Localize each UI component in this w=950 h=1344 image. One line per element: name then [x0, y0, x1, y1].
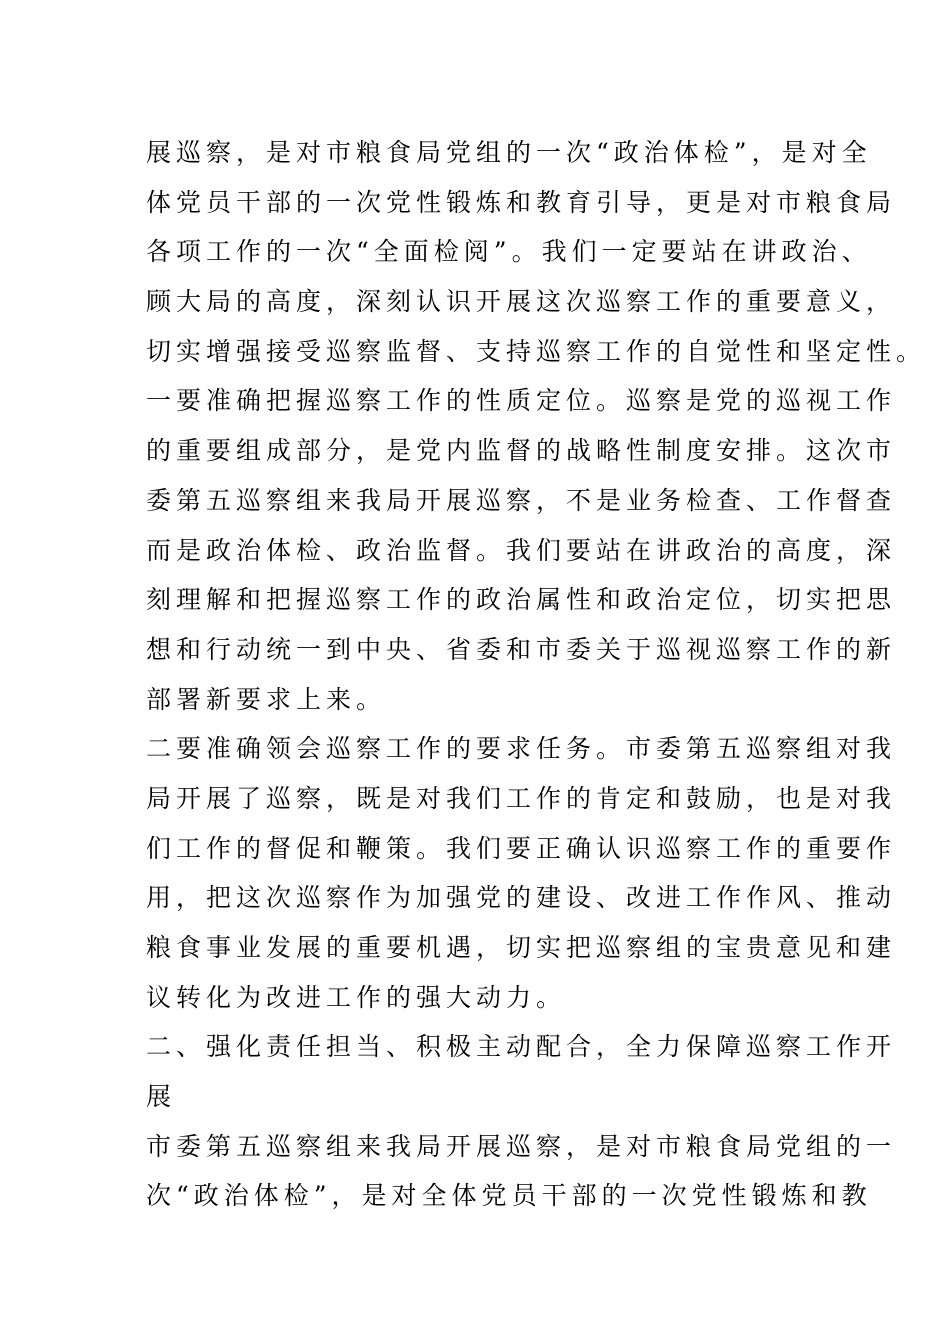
text-line: 次“政治体检”，是对全体党员干部的一次党性锻炼和教	[146, 1181, 872, 1211]
section-heading: 二、强化责任担当、积极主动配合，全力保障巡察工作开	[146, 1032, 897, 1062]
text-line: 局开展了巡察，既是对我们工作的肯定和鼓励，也是对我	[146, 783, 897, 813]
text-line: 市委第五巡察组来我局开展巡察，是对市粮食局党组的一	[146, 1131, 897, 1161]
text-line: 各项工作的一次“全面检阅”。我们一定要站在讲政治、	[146, 237, 872, 267]
text-line: 体党员干部的一次党性锻炼和教育引导，更是对市粮食局	[146, 187, 897, 217]
text-line: 想和行动统一到中央、省委和市委关于巡视巡察工作的新	[146, 634, 897, 664]
text-line: 用，把这次巡察作为加强党的建设、改进工作作风、推动	[146, 883, 897, 913]
text-line: 顾大局的高度，深刻认识开展这次巡察工作的重要意义，	[146, 287, 897, 317]
section-heading-continuation: 展	[146, 1082, 177, 1112]
text-line: 委第五巡察组来我局开展巡察，不是业务检查、工作督查	[146, 485, 897, 515]
paragraph-heading-1: 一要准确把握巡察工作的性质定位。巡察是党的巡视工作	[146, 386, 897, 416]
text-line: 粮食事业发展的重要机遇，切实把巡察组的宝贵意见和建	[146, 933, 897, 962]
text-line: 们工作的督促和鞭策。我们要正确认识巡察工作的重要作	[146, 833, 897, 863]
text-line: 刻理解和把握巡察工作的政治属性和政治定位，切实把思	[146, 585, 897, 615]
text-line: 切实增强接受巡察监督、支持巡察工作的自觉性和坚定性。	[146, 336, 927, 366]
text-line: 而是政治体检、政治监督。我们要站在讲政治的高度，深	[146, 535, 897, 565]
text-line: 部署新要求上来。	[146, 684, 387, 714]
document-body	[146, 128, 927, 1221]
text-line: 的重要组成部分，是党内监督的战略性制度安排。这次市	[146, 436, 897, 466]
text-line: 展巡察，是对市粮食局党组的一次“政治体检”，是对全	[146, 138, 872, 167]
paragraph-heading-2: 二要准确领会巡察工作的要求任务。市委第五巡察组对我	[146, 734, 897, 764]
text-line: 议转化为改进工作的强大动力。	[146, 982, 567, 1012]
